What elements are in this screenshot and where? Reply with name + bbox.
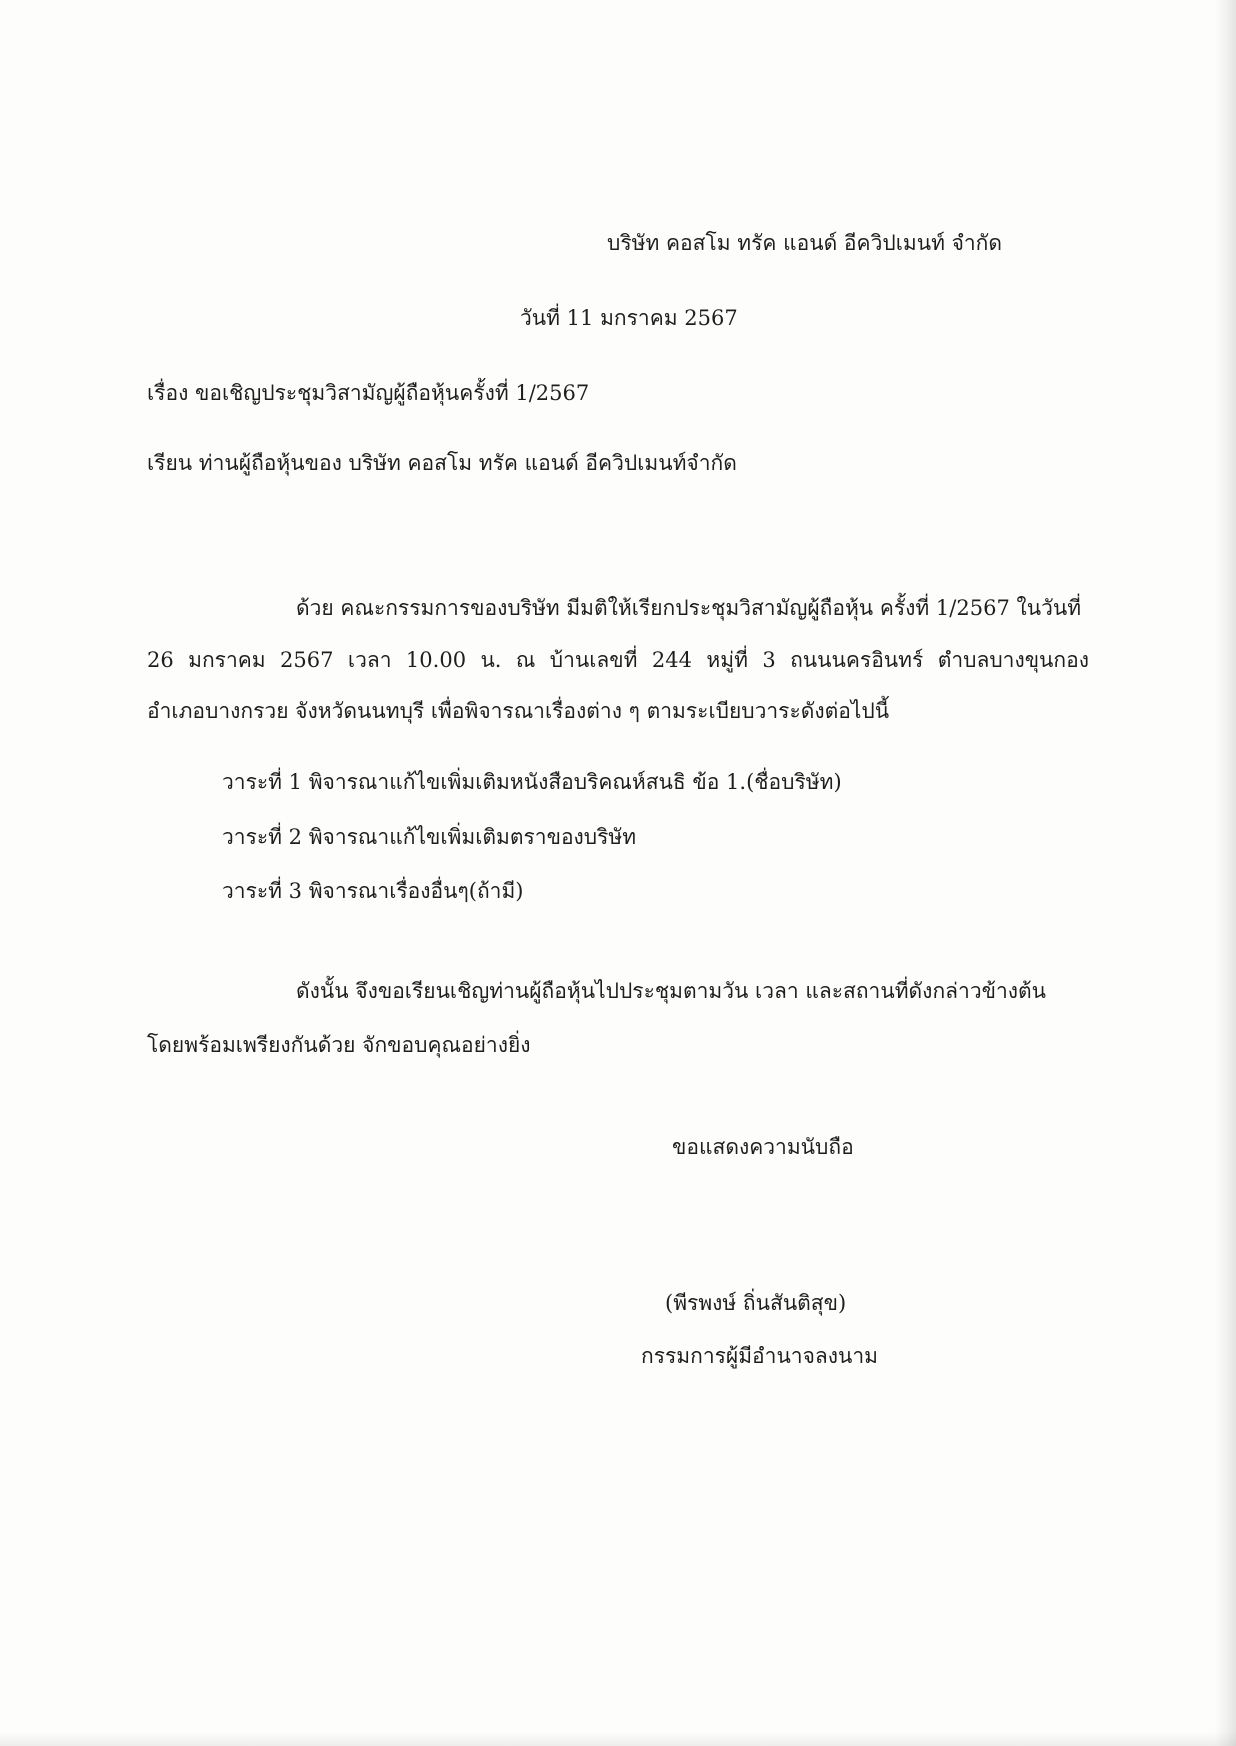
agenda-item-2: วาระที่ 2 พิจารณาแก้ไขเพิ่มเติมตราของบริษัท <box>222 825 637 849</box>
agenda-item-1: วาระที่ 1 พิจารณาแก้ไขเพิ่มเติมหนังสือบริคณห์สนธิ ข้อ 1.(ชื่อบริษัท) <box>222 770 842 794</box>
company-name: บริษัท คอสโม ทรัค แอนด์ อีควิปเมนท์ จำกัด <box>607 231 1003 255</box>
signer-title: กรรมการผู้มีอำนาจลงนาม <box>641 1344 879 1368</box>
signer-name: (พีรพงษ์ ถิ่นสันติสุข) <box>665 1291 847 1315</box>
page-bottom-shadow <box>0 1732 1236 1746</box>
closing-line-1: ดังนั้น จึงขอเรียนเชิญท่านผู้ถือหุ้นไปประชุมตามวัน เวลา และสถานที่ดังกล่าวข้างต้น <box>296 979 1047 1003</box>
intro-line-2-text: 26 มกราคม 2567 เวลา 10.00 น. ณ บ้านเลขที่ 244 หมู่ที่ 3 ถนนนครอินทร์ ตำบลบางขุนกอง <box>147 648 1089 672</box>
regards: ขอแสดงความนับถือ <box>672 1135 854 1159</box>
closing-line-2: โดยพร้อมเพรียงกันด้วย จักขอบคุณอย่างยิ่ง <box>147 1033 531 1057</box>
page-edge-shadow <box>1214 0 1236 1746</box>
intro-line-3: อำเภอบางกรวย จังหวัดนนทบุรี เพื่อพิจารณาเรื่องต่าง ๆ ตามระเบียบวาระดังต่อไปนี้ <box>147 699 890 723</box>
letter-recipient: เรียน ท่านผู้ถือหุ้นของ บริษัท คอสโม ทรัค แอนด์ อีควิปเมนท์จำกัด <box>147 451 737 475</box>
letter-date: วันที่ 11 มกราคม 2567 <box>520 306 738 330</box>
agenda-item-3: วาระที่ 3 พิจารณาเรื่องอื่นๆ(ถ้ามี) <box>222 879 524 903</box>
intro-line-1: ด้วย คณะกรรมการของบริษัท มีมติให้เรียกประชุมวิสามัญผู้ถือหุ้น ครั้งที่ 1/2567 ในวันที่ <box>296 596 1082 620</box>
letter-subject: เรื่อง ขอเชิญประชุมวิสามัญผู้ถือหุ้นครั้งที่ 1/2567 <box>147 381 590 405</box>
intro-line-2 <box>147 645 1089 675</box>
